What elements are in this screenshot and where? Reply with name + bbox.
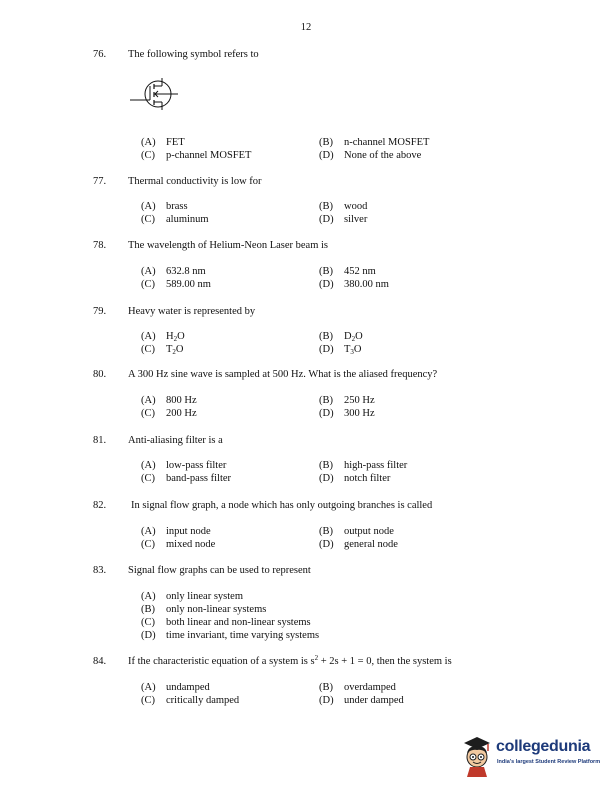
page-number: 12: [300, 22, 312, 33]
option-c: (C) mixed node: [141, 539, 216, 550]
logo-wordmark: collegedunia: [496, 738, 591, 755]
option-b: (B) 452 nm: [319, 266, 376, 277]
option-b: (B) n-channel MOSFET: [319, 137, 430, 148]
option-d: (D) 380.00 nm: [319, 279, 389, 290]
option-d: (D) notch filter: [319, 473, 391, 484]
question-number: 79.: [93, 306, 107, 317]
option-d: (D) under damped: [319, 695, 404, 706]
option-c: (C) critically damped: [141, 695, 240, 706]
logo-tagline: India's largest Student Review Platform: [497, 759, 601, 765]
option-d: (D) 300 Hz: [319, 408, 375, 419]
option-d: (D) general node: [319, 539, 398, 550]
option-c: (C) p-channel MOSFET: [141, 150, 252, 161]
option-c: (C) $T_2O$: [141, 344, 184, 356]
question-text: Anti-aliasing filter is a: [128, 435, 223, 446]
option-a: (A) 632.8 nm: [141, 266, 206, 277]
question-number: 76.: [93, 49, 107, 60]
question-number: 84.: [93, 656, 107, 667]
question-number: 81.: [93, 435, 107, 446]
question-number: 78.: [93, 240, 107, 251]
option-c: (C) both linear and non-linear systems: [141, 617, 311, 628]
option-b: (B) only non-linear systems: [141, 604, 267, 615]
option-a: (A) low-pass filter: [141, 460, 227, 471]
question-number: 83.: [93, 565, 107, 576]
question-text: If the characteristic equation of a system is $s^2 + 2s + 1 = 0$, then the system is: [128, 654, 452, 667]
option-a: (A) FET: [141, 137, 185, 148]
option-b: (B) wood: [319, 201, 368, 212]
option-b: (B) high-pass filter: [319, 460, 408, 471]
mascot-icon: [460, 735, 494, 777]
option-d: (D) None of the above: [319, 150, 422, 161]
option-a: (A) $H_2O$: [141, 331, 185, 343]
option-d: (D) time invariant, time varying systems: [141, 630, 320, 641]
option-c: (C) 200 Hz: [141, 408, 197, 419]
question-text: Thermal conductivity is low for: [128, 176, 262, 187]
option-b: (B) $D_2O$: [319, 331, 363, 343]
question-text: In signal flow graph, a node which has only outgoing branches is called: [131, 500, 433, 511]
option-a: (A) input node: [141, 526, 211, 537]
option-d: (D) silver: [319, 214, 368, 225]
option-b: (B) output node: [319, 526, 394, 537]
question-number: 82.: [93, 500, 107, 511]
option-d: (D) $T_3O$: [319, 344, 362, 356]
option-a: (A) brass: [141, 201, 188, 212]
option-a: (A) 800 Hz: [141, 395, 197, 406]
option-a: (A) undamped: [141, 682, 210, 693]
option-c: (C) 589.00 nm: [141, 279, 211, 290]
question-text: Heavy water is represented by: [128, 306, 256, 317]
option-b: (B) 250 Hz: [319, 395, 375, 406]
collegedunia-logo[interactable]: [460, 735, 605, 780]
question-number: 77.: [93, 176, 107, 187]
option-c: (C) band-pass filter: [141, 473, 232, 484]
question-text: Signal flow graphs can be used to represent: [128, 565, 311, 576]
option-a: (A) only linear system: [141, 591, 243, 602]
question-text: A 300 Hz sine wave is sampled at 500 Hz. What is the aliased frequency?: [128, 369, 438, 380]
question-number: 80.: [93, 369, 107, 380]
mosfet-symbol-icon: [128, 76, 184, 112]
question-text: The following symbol refers to: [128, 49, 259, 60]
option-b: (B) overdamped: [319, 682, 396, 693]
question-text: The wavelength of Helium-Neon Laser beam is: [128, 240, 329, 251]
option-c: (C) aluminum: [141, 214, 209, 225]
